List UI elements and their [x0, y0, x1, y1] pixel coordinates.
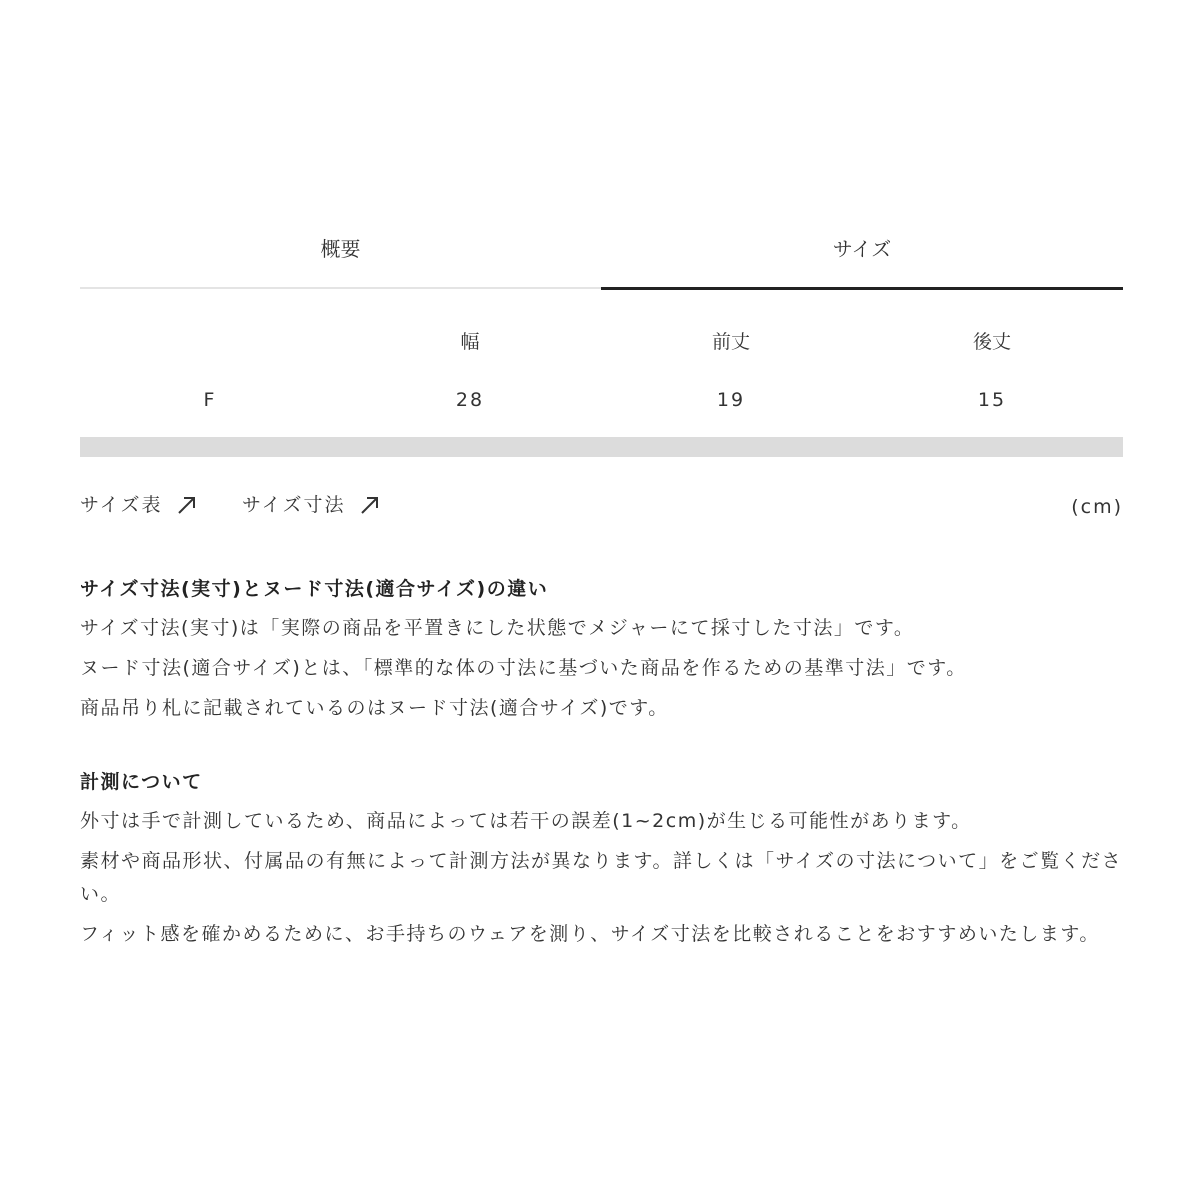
table-cell-width: 28 [455, 389, 485, 411]
table-cell-back-length: 15 [977, 389, 1007, 411]
external-arrow-icon [359, 494, 381, 516]
notes-line: ヌード寸法(適合サイズ)とは、「標準的な体の寸法に基づいた商品を作るための基準寸法」です。 [80, 657, 967, 679]
table-cell-size: F [203, 389, 217, 411]
size-dimensions-link[interactable] [242, 489, 381, 521]
header-cell-front-length: 前丈 [711, 331, 750, 353]
table-cell-front-length: 19 [716, 389, 746, 411]
horizontal-scrollbar[interactable] [80, 437, 1123, 457]
header-cell-width: 幅 [460, 331, 480, 353]
tab-overview[interactable]: 概要 [80, 208, 601, 289]
size-chart-link-label: サイズ表 [80, 494, 163, 516]
notes-title-difference: サイズ寸法(実寸)とヌード寸法(適合サイズ)の違い [80, 578, 549, 600]
notes-line: サイズ寸法(実寸)は「実際の商品を平置きにした状態でメジャーにて採寸した寸法」です。 [80, 617, 915, 639]
unit-label: (cm) [1071, 496, 1123, 518]
size-links [80, 489, 1123, 523]
table-row [80, 376, 1123, 434]
notes-line: 素材や商品形状、付属品の有無によって計測方法が異なります。詳しくは「サイズの寸法について」をご覧ください。 [80, 850, 1123, 905]
external-arrow-icon [176, 494, 198, 516]
table-header-row [80, 318, 1123, 376]
notes-title-measurement: 計測について [80, 771, 203, 793]
header-cell-back-length: 後丈 [972, 331, 1011, 353]
tab-size[interactable]: サイズ [601, 208, 1123, 290]
size-notes [80, 570, 1125, 954]
tab-bar [80, 208, 1123, 290]
size-chart-link[interactable] [80, 489, 198, 521]
size-dimensions-link-label: サイズ寸法 [242, 494, 346, 516]
notes-line: フィット感を確かめるために、お手持ちのウェアを測り、サイズ寸法を比較されることをおすすめいたします。 [80, 923, 1100, 945]
size-table [80, 318, 1123, 434]
notes-line: 商品吊り札に記載されているのはヌード寸法(適合サイズ)です。 [80, 697, 669, 719]
notes-line: 外寸は手で計測しているため、商品によっては若干の誤差(1~2cm)が生じる可能性があります。 [80, 810, 972, 832]
